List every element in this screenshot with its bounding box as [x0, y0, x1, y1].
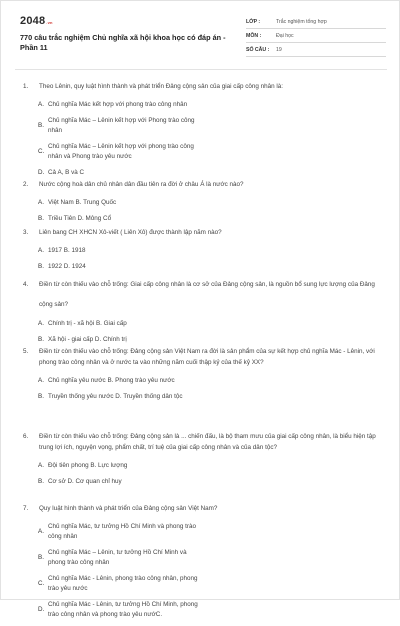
option-b[interactable]: B. Triều Tiên D. Mông Cổ — [38, 215, 112, 222]
option-a[interactable]: A. 1917 B. 1918 — [38, 247, 86, 254]
question-text: Liên bang CH XHCN Xô-viết ( Liên Xô) được thành lập năm nào? — [39, 229, 222, 236]
question-text: Theo Lênin, quy luật hình thành và phát triển Đảng cộng sản của giai cấp công nhân là: — [39, 83, 284, 90]
option-a[interactable]: A. Chủ nghĩa Mác, tư tưởng Hồ Chí Minh và phong trào công nhân — [38, 523, 197, 540]
document-title: 770 câu trắc nghiệm Chủ nghĩa xã hội khoa học có đáp án - Phần 11 — [20, 33, 226, 52]
question-text: Điền từ còn thiếu vào chỗ trống: Giai cấp công nhân là cơ sở của Đảng cộng sản, là nguồn bổ sung lực lượng của Đảng cộng sản? — [39, 281, 375, 308]
question-1: 1. Theo Lênin, quy luật hình thành và phát triển Đảng cộng sản của giai cấp công nhân là: A. Chủ nghĩa Mác kết hợp với phong trào công nhân B. Chủ nghĩa Mác – Lênin kết hợp với Phong trào công nhân C. Chủ nghĩa Mác – Lênin kết hợp với phong trào công nhân và Phong trào yêu nước D. Cả A, B và C — [23, 81, 385, 184]
meta-row-subject: MÔN : Đại học — [246, 29, 386, 43]
question-4: 4. Điền từ còn thiếu vào chỗ trống: Giai cấp công nhân là cơ sở của Đảng cộng sản, là nguồn bổ sung lực lượng của Đảng cộng sản? A. Chính trị - xã hội B. Giai cấp B. Xã hội - giai cấp D. Chính trị — [23, 275, 385, 351]
option-b[interactable]: B. Xã hội - giai cấp D. Chính trị — [38, 336, 127, 343]
option-b[interactable]: B. 1922 D. 1924 — [38, 263, 86, 270]
question-3: 3. Liên bang CH XHCN Xô-viết ( Liên Xô) được thành lập năm nào? A. 1917 B. 1918 B. 1922 D. 1924 — [23, 227, 385, 278]
document-header — [20, 15, 386, 61]
option-d[interactable]: D. Cả A, B và C — [38, 169, 85, 176]
document-meta — [246, 15, 386, 57]
question-text: Điền từ còn thiếu vào chỗ trống: Đảng cộng sản là ... chiến đấu, là bộ tham mưu của giai cấp công nhân, là biểu hiện tập trung lợi ích, nguyện vọng, phẩm chất, trí tuệ của giai cấp công nhân và của dân tộc? — [39, 433, 376, 451]
question-6: 6. Điền từ còn thiếu vào chỗ trống: Đảng cộng sản là ... chiến đấu, là bộ tham mưu của giai cấp công nhân, là biểu hiện tập trung lợi ích, nguyện vọng, phẩm chất, trí tuệ của giai cấp công nhân và của dân tộc? A. Đội tiên phong B. Lực lượng B. Cơ sở D. Cơ quan chỉ huy — [23, 431, 385, 493]
option-c[interactable]: C. Chủ nghĩa Mác – Lênin kết hợp với phong trào công nhân và Phong trào yêu nước — [38, 143, 194, 160]
option-d[interactable]: D. Chủ nghĩa Mác - Lênin, tư tưởng Hồ Chí Minh, phong trào công nhân và phong trào yêu nướC. — [38, 601, 198, 618]
question-7: 7. Quy luật hình thành và phát triển của Đảng cộng sản Việt Nam? A. Chủ nghĩa Mác, tư tưởng Hồ Chí Minh và phong trào công nhân B. Chủ nghĩa Mác – Lênin, tư tưởng Hồ Chí Minh và phong trào công nhân C. Chủ nghĩa Mác - Lênin, phong trào công nhân, phong trào yêu nước D. Chủ nghĩa Mác - Lênin, tư tưởng Hồ Chí Minh, phong trào công nhân và phong trào yêu nướC. — [23, 503, 385, 626]
site-logo[interactable]: 2048.vn — [20, 15, 53, 27]
option-a[interactable]: A. Việt Nam B. Trung Quốc — [38, 199, 117, 206]
question-text: Điền từ còn thiếu vào chỗ trống: Đảng cộng sản Việt Nam ra đời là sản phẩm của sự kết hợp chủ nghĩa Mác - Lênin, với phong trào công nhân và ở nước ta vào những năm cuối thập kỷ của thế kỷ XX? — [39, 348, 375, 366]
meta-row-count: SỐ CÂU : 19 — [246, 43, 386, 57]
question-5: 5. Điền từ còn thiếu vào chỗ trống: Đảng cộng sản Việt Nam ra đời là sản phẩm của sự kết hợp chủ nghĩa Mác - Lênin, với phong trào công nhân và ở nước ta vào những năm cuối thập kỷ của thế kỷ XX? A. Chủ nghĩa yêu nước B. Phong trào yêu nước B. Truyền thống yêu nước D. Truyền thống dân tộc — [23, 346, 385, 408]
question-text: Quy luật hình thành và phát triển của Đảng cộng sản Việt Nam? — [39, 505, 218, 512]
option-b[interactable]: B. Chủ nghĩa Mác – Lênin kết hợp với Phong trào công nhân — [38, 117, 195, 134]
option-a[interactable]: A. Đội tiên phong B. Lực lượng — [38, 462, 128, 469]
option-a[interactable]: A. Chủ nghĩa Mác kết hợp với phong trào công nhân — [38, 101, 188, 108]
meta-row-class: LỚP : Trắc nghiệm tổng hợp — [246, 15, 386, 29]
question-text: Nước cộng hoà dân chủ nhân dân đầu tiên ra đời ở châu Á là nước nào? — [39, 181, 244, 188]
option-b[interactable]: B. Truyền thống yêu nước D. Truyền thống dân tộc — [38, 393, 183, 400]
header-divider — [15, 69, 387, 70]
question-2: 2. Nước cộng hoà dân chủ nhân dân đầu tiên ra đời ở châu Á là nước nào? A. Việt Nam B. Trung Quốc B. Triều Tiên D. Mông Cổ — [23, 179, 385, 230]
option-b[interactable]: B. Cơ sở D. Cơ quan chỉ huy — [38, 478, 122, 485]
option-a[interactable]: A. Chính trị - xã hội B. Giai cấp — [38, 320, 127, 327]
option-c[interactable]: C. Chủ nghĩa Mác - Lênin, phong trào công nhân, phong trào yêu nước — [38, 575, 198, 592]
option-a[interactable]: A. Chủ nghĩa yêu nước B. Phong trào yêu nước — [38, 377, 175, 384]
option-b[interactable]: B. Chủ nghĩa Mác – Lênin, tư tưởng Hồ Chí Minh và phong trào công nhân — [38, 549, 187, 566]
